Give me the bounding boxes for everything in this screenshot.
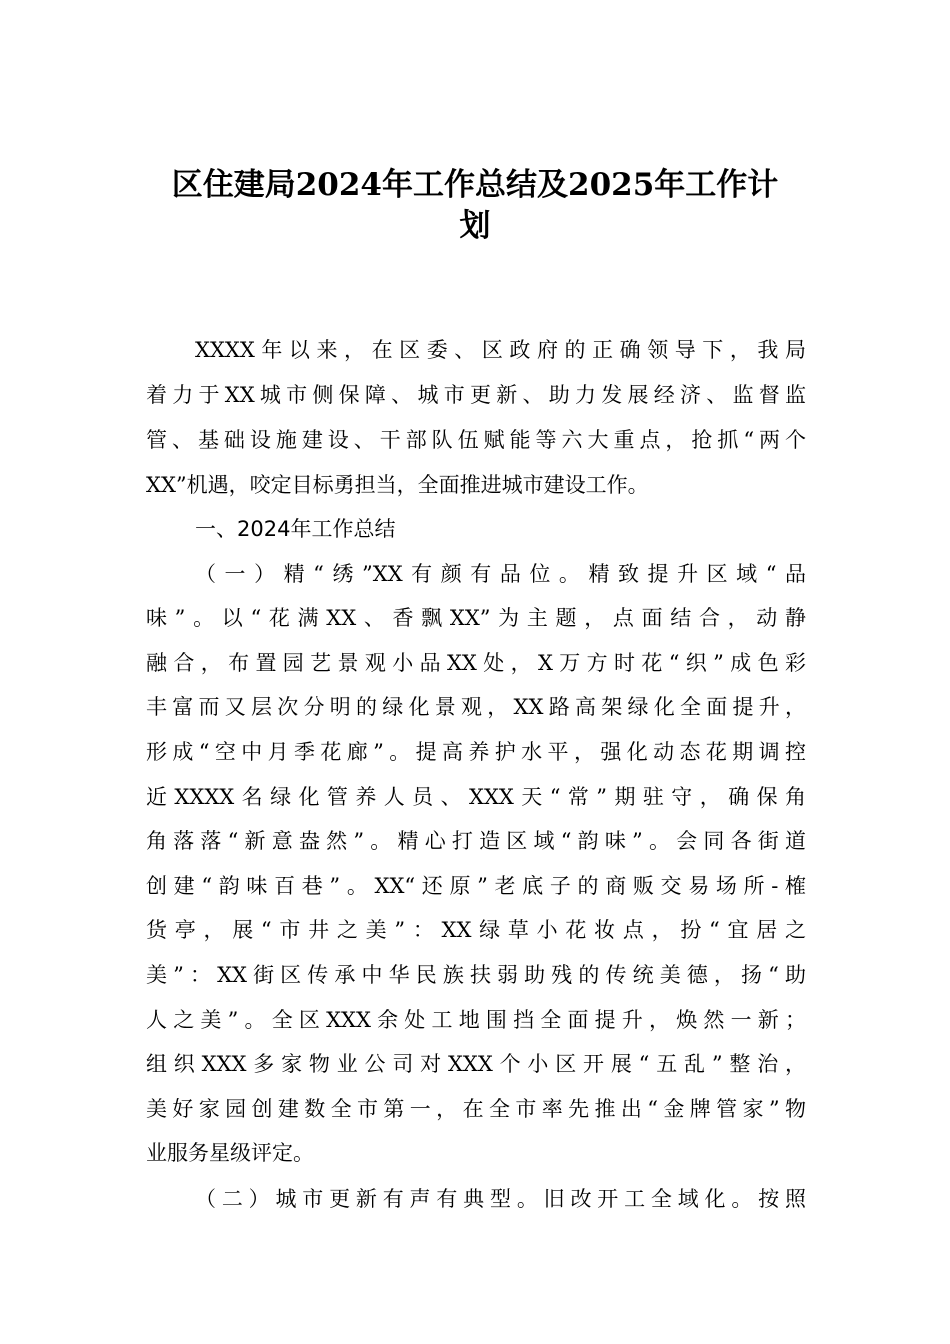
subsection-1-line: （一）精“绣”XX有颜有品位。精致提升区域“品 xyxy=(195,562,806,586)
subsection-1-line: 创建“韵味百巷”。XX“还原”老底子的商贩交易场所-榷 xyxy=(146,874,806,898)
subsection-1-line: 组织XXX多家物业公司对XXX个小区开展“五乱”整治， xyxy=(146,1052,806,1076)
subsection-1-line: 人之美”。全区XXX余处工地围挡全面提升，焕然一新； xyxy=(146,1008,806,1032)
subsection-1-line: 货亭，展“市井之美”：XX绿草小花妆点，扮“宜居之 xyxy=(146,918,806,942)
subsection-1-line: 近XXXX名绿化管养人员、XXX天“常”期驻守，确保角 xyxy=(146,785,806,809)
subsection-1-line: 角落落“新意盎然”。精心打造区域“韵味”。会同各街道 xyxy=(146,829,806,853)
subsection-1-line: 业服务星级评定。 xyxy=(146,1141,314,1165)
subsection-1-line: 丰富而又层次分明的绿化景观，XX路高架绿化全面提升， xyxy=(146,695,806,719)
document-title-line-1: 区住建局2024年工作总结及2025年工作计 xyxy=(171,167,779,203)
subsection-1-line: 美”：XX街区传承中华民族扶弱助残的传统美德，扬“助 xyxy=(146,963,806,987)
subsection-2-line: （二）城市更新有声有典型。旧改开工全域化。按照 xyxy=(195,1187,806,1211)
intro-paragraph-line: 着力于XX城市侧保障、城市更新、助力发展经济、监督监 xyxy=(146,383,806,407)
intro-paragraph-line: XX”机遇，咬定目标勇担当，全面推进城市建设工作。 xyxy=(146,473,649,497)
subsection-1-line: 美好家园创建数全市第一，在全市率先推出“金牌管家”物 xyxy=(146,1097,806,1121)
document-title-line-2: 划 xyxy=(459,208,491,244)
subsection-1-line: 味”。以“花满XX、香飘XX”为主题，点面结合，动静 xyxy=(146,606,806,630)
subsection-1-line: 形成“空中月季花廊”。提高养护水平，强化动态花期调控 xyxy=(146,740,806,764)
intro-paragraph-line: 管、基础设施建设、干部队伍赋能等六大重点，抢抓“两个 xyxy=(146,428,806,452)
section-heading-2024-summary: 一、2024年工作总结 xyxy=(195,517,396,541)
subsection-1-line: 融合，布置园艺景观小品XX处，X万方时花“织”成色彩 xyxy=(146,651,806,675)
intro-paragraph-line: XXXX年以来，在区委、区政府的正确领导下，我局 xyxy=(195,338,806,362)
